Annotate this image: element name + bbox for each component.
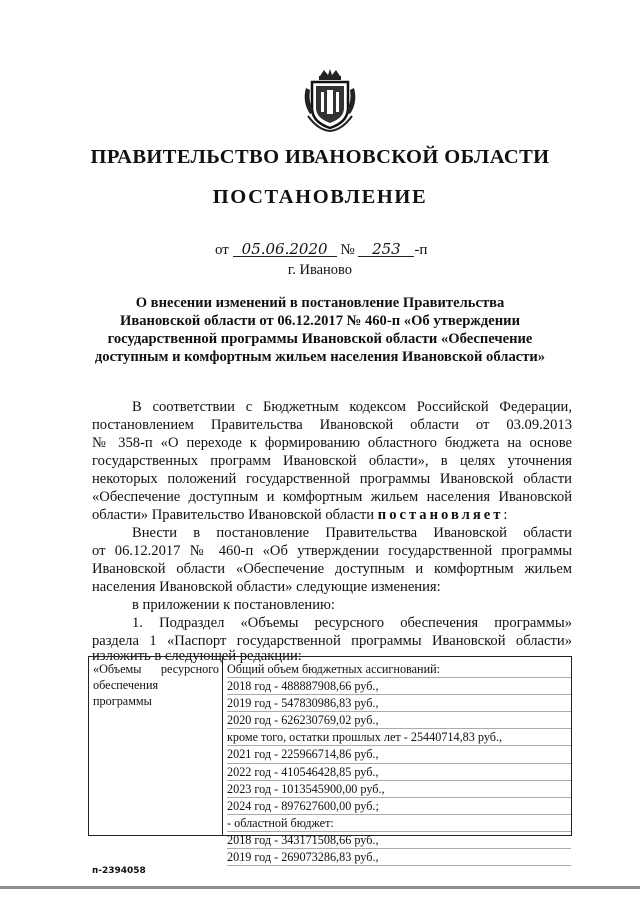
body-line: «Обеспечение доступным и комфортным жильем населения Ивановской	[92, 489, 572, 505]
body-line: государственных программ Ивановской области», в целях уточнения	[92, 453, 572, 469]
resource-table	[88, 656, 572, 865]
table-right-line: 2023 год - 1013545900,00 руб.,	[227, 781, 571, 798]
table-right-line: 2018 год - 343171508,66 руб.,	[227, 832, 571, 849]
decree-line-start: области» Правительство Ивановской области	[92, 507, 375, 523]
heading-line: государственной программы Ивановской области «Обеспечение	[107, 331, 533, 347]
document-code: п-2394058	[92, 866, 146, 876]
table-right-line: 2019 год - 547830986,83 руб.,	[227, 695, 571, 712]
heading-line: Ивановской области от 06.12.2017 № 460-п «Об утверждении	[120, 313, 520, 329]
number-sign: №	[340, 242, 355, 258]
table-right-line: 2022 год - 410546428,85 руб.,	[227, 764, 571, 781]
heading-line: доступным и комфортным жильем населения Ивановской области»	[94, 349, 546, 365]
city: г. Иваново	[287, 262, 353, 278]
table-left-line: обеспечения	[93, 678, 159, 693]
heading-line: О внесении изменений в постановление Правительства	[135, 295, 505, 311]
table-right-cell	[227, 661, 571, 866]
table-left-cell	[93, 661, 219, 709]
government-title: ПРАВИТЕЛЬСТВО ИВАНОВСКОЙ ОБЛАСТИ	[90, 146, 550, 168]
decree-end: :	[503, 507, 508, 523]
body-line: Ивановской области «Обеспечение доступным и комфортным жильем	[92, 561, 572, 577]
decree-line	[92, 506, 572, 524]
body-line: В соответствии с Бюджетным кодексом Российской Федерации,	[132, 399, 572, 415]
table-right-line: 2019 год - 269073286,83 руб.,	[227, 849, 571, 866]
number-suffix: -п	[414, 242, 428, 258]
table-right-line: 2020 год - 626230769,02 руб.,	[227, 712, 571, 729]
table-right-line: - областной бюджет:	[227, 815, 571, 832]
body-line: Внести в постановление Правительства Ивановской области	[132, 525, 572, 541]
table-divider	[222, 657, 223, 835]
decree-word: постановляет	[377, 507, 504, 523]
document-heading	[0, 294, 640, 366]
handwritten-date: 05.06.2020	[233, 242, 337, 257]
table-right-line: 2024 год - 897627600,00 руб.;	[227, 798, 571, 815]
body-line: в приложении к постановлению:	[132, 597, 335, 613]
table-right-line: кроме того, остатки прошлых лет - 25440714,83 руб.,	[227, 729, 571, 746]
body-line: постановлением Правительства Ивановской области от 03.09.2013	[92, 417, 572, 433]
body-line: от 06.12.2017 № 460-п «Об утверждении государственной программы	[92, 543, 572, 559]
table-right-line: Общий объем бюджетных ассигнований:	[227, 661, 571, 678]
coat-of-arms-emblem	[298, 68, 362, 132]
handwritten-number: 253	[358, 242, 414, 257]
date-number-line	[215, 242, 427, 259]
table-right-line: 2021 год - 225966714,86 руб.,	[227, 746, 571, 763]
table-left-line: программы	[93, 694, 152, 709]
body-line: некоторых положений государственной программы Ивановской области	[92, 471, 572, 487]
body-line: 1. Подраздел «Объемы ресурсного обеспечения программы»	[132, 615, 572, 631]
table-left-line: «Объемы ресурсного	[93, 662, 219, 676]
date-prefix: от	[215, 242, 229, 258]
table-right-line: 2018 год - 488887908,66 руб.,	[227, 678, 571, 695]
body-line: населения Ивановской области» следующие изменения:	[92, 579, 441, 595]
body-line: раздела 1 «Паспорт государственной программы Ивановской области»	[92, 633, 572, 649]
body-line: изложить в следующей редакции:	[92, 648, 302, 664]
body-line: № 358-п «О переходе к формированию областного бюджета на основе	[92, 435, 572, 451]
document-type: ПОСТАНОВЛЕНИЕ	[212, 186, 428, 208]
scan-edge-line	[0, 886, 640, 889]
